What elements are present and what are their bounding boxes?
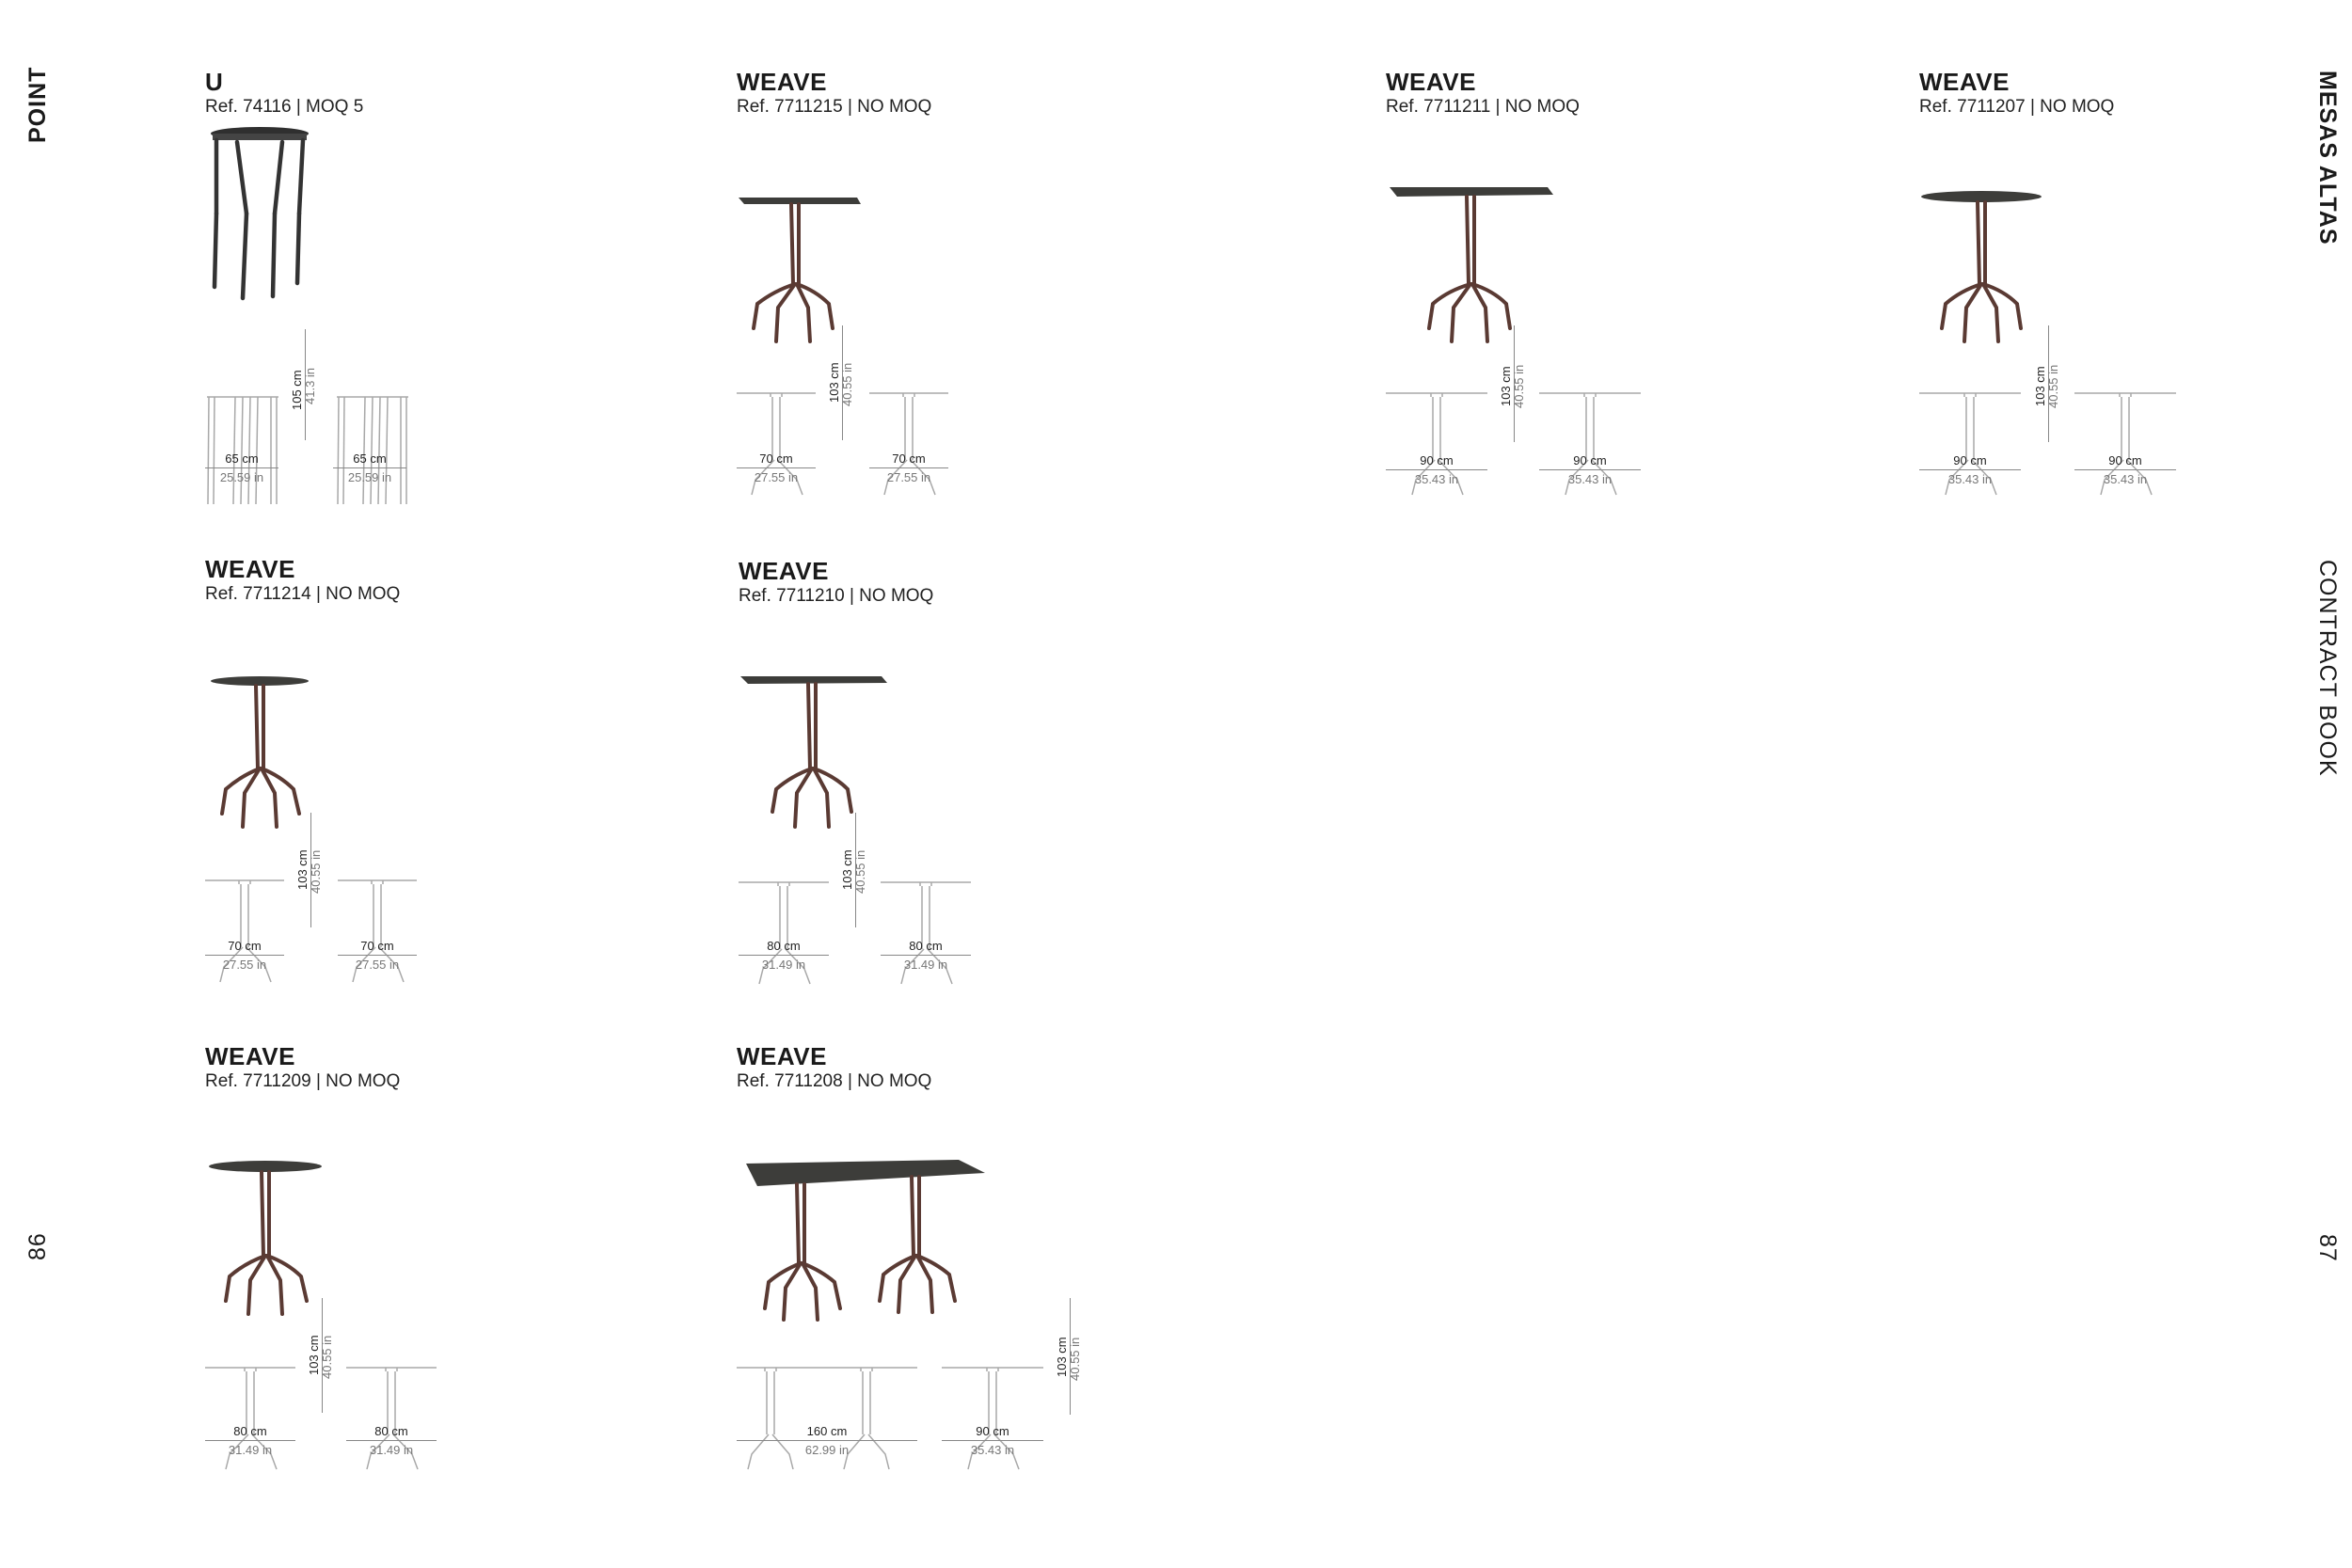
depth-cm: 70 cm <box>869 451 948 468</box>
height-in: 40.55 in <box>320 1335 334 1379</box>
width-cm: 80 cm <box>205 1424 295 1441</box>
product-title: WEAVE <box>739 557 829 585</box>
depth-dimension <box>2074 453 2176 486</box>
product-weave-7711211 <box>1386 68 1913 538</box>
width-cm: 65 cm <box>205 451 278 468</box>
width-dimension <box>1386 453 1487 486</box>
product-reference: Ref. 7711209 | NO MOQ <box>205 1071 401 1091</box>
product-weave-7711214 <box>205 555 732 1025</box>
depth-cm: 70 cm <box>338 939 417 956</box>
depth-in: 27.55 in <box>355 958 400 972</box>
depth-dimension <box>1539 453 1641 486</box>
depth-in: 35.43 in <box>970 1443 1015 1457</box>
product-title: WEAVE <box>205 555 295 583</box>
width-cm: 80 cm <box>739 939 829 956</box>
width-in: 62.99 in <box>804 1443 850 1457</box>
depth-cm: 90 cm <box>1539 453 1641 470</box>
product-title: WEAVE <box>205 1042 295 1070</box>
height-in: 40.55 in <box>309 849 323 894</box>
product-reference: Ref. 74116 | MOQ 5 <box>205 97 364 117</box>
product-title: WEAVE <box>737 68 827 96</box>
width-dimension <box>737 1424 917 1457</box>
width-dimension <box>205 451 278 484</box>
height-in: 41.3 in <box>303 367 317 404</box>
height-cm: 103 cm <box>307 1335 321 1375</box>
depth-dimension <box>881 939 971 972</box>
product-reference: Ref. 7711214 | NO MOQ <box>205 584 401 604</box>
product-weave-7711207 <box>1919 68 2352 538</box>
product-weave-7711209 <box>205 1042 732 1513</box>
width-cm: 90 cm <box>1919 453 2021 470</box>
width-in: 31.49 in <box>228 1443 273 1457</box>
depth-in: 31.49 in <box>903 958 948 972</box>
width-cm: 160 cm <box>737 1424 917 1441</box>
product-title: U <box>205 68 224 96</box>
height-in: 40.55 in <box>853 849 867 894</box>
height-cm: 105 cm <box>290 370 304 410</box>
depth-dimension <box>869 451 948 484</box>
height-cm: 103 cm <box>840 849 854 890</box>
depth-in: 25.59 in <box>347 470 392 484</box>
product-reference: Ref. 7711208 | NO MOQ <box>737 1071 932 1091</box>
width-in: 27.55 in <box>222 958 267 972</box>
height-cm: 103 cm <box>2033 366 2047 406</box>
width-in: 31.49 in <box>761 958 806 972</box>
width-dimension <box>205 939 284 972</box>
left-page-number: 86 <box>24 1232 51 1260</box>
product-weave-7711208 <box>737 1042 1395 1513</box>
depth-cm: 80 cm <box>346 1424 437 1441</box>
depth-in: 27.55 in <box>886 470 931 484</box>
depth-dimension <box>338 939 417 972</box>
product-reference: Ref. 7711207 | NO MOQ <box>1919 97 2115 117</box>
depth-cm: 80 cm <box>881 939 971 956</box>
width-in: 35.43 in <box>1947 472 1993 486</box>
product-weave-7711215 <box>737 68 1263 538</box>
width-dimension <box>737 451 816 484</box>
product-reference: Ref. 7711211 | NO MOQ <box>1386 97 1580 117</box>
right-page-number: 87 <box>2314 1234 2341 1262</box>
depth-cm: 90 cm <box>942 1424 1043 1441</box>
width-in: 25.59 in <box>219 470 264 484</box>
width-dimension <box>1919 453 2021 486</box>
width-in: 35.43 in <box>1414 472 1459 486</box>
depth-in: 35.43 in <box>2103 472 2148 486</box>
height-in: 40.55 in <box>840 362 854 406</box>
book-title: CONTRACT BOOK <box>2314 560 2341 777</box>
height-in: 40.55 in <box>1068 1337 1082 1381</box>
depth-dimension <box>346 1424 437 1457</box>
depth-cm: 90 cm <box>2074 453 2176 470</box>
depth-cm: 65 cm <box>333 451 406 468</box>
depth-in: 35.43 in <box>1567 472 1613 486</box>
product-u-74116 <box>205 68 732 538</box>
depth-in: 31.49 in <box>369 1443 414 1457</box>
width-cm: 90 cm <box>1386 453 1487 470</box>
left-section-label: POINT <box>24 66 51 143</box>
depth-dimension <box>942 1424 1043 1457</box>
width-in: 27.55 in <box>754 470 799 484</box>
width-dimension <box>205 1424 295 1457</box>
height-cm: 103 cm <box>1499 366 1513 406</box>
depth-dimension <box>333 451 406 484</box>
product-reference: Ref. 7711210 | NO MOQ <box>739 586 934 606</box>
height-in: 40.55 in <box>2046 364 2060 408</box>
product-title: WEAVE <box>737 1042 827 1070</box>
height-in: 40.55 in <box>1512 364 1526 408</box>
height-cm: 103 cm <box>827 362 841 403</box>
product-reference: Ref. 7711215 | NO MOQ <box>737 97 932 117</box>
width-cm: 70 cm <box>205 939 284 956</box>
height-cm: 103 cm <box>1055 1337 1069 1377</box>
product-title: WEAVE <box>1919 68 2010 96</box>
right-section-label: MESAS ALTAS <box>2314 71 2341 245</box>
width-dimension <box>739 939 829 972</box>
height-cm: 103 cm <box>295 849 310 890</box>
product-title: WEAVE <box>1386 68 1476 96</box>
product-weave-7711210 <box>739 557 1265 1027</box>
width-cm: 70 cm <box>737 451 816 468</box>
